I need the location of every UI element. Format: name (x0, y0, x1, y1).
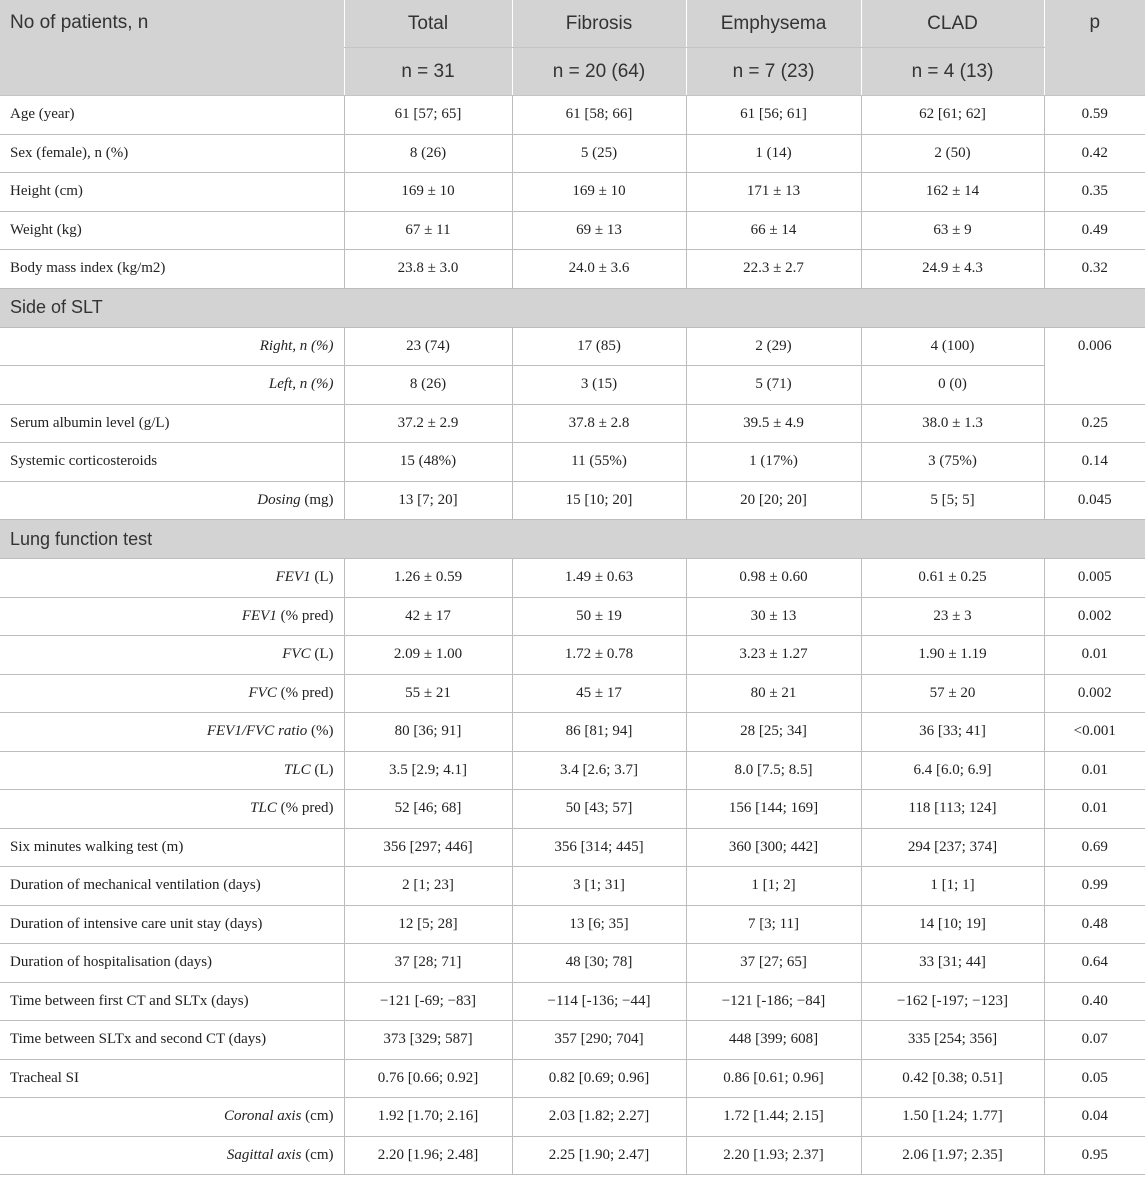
cell-fibrosis: 3 [1; 31] (512, 867, 686, 906)
cell-emphysema: 1 (17%) (686, 443, 861, 482)
table-header (0, 0, 1145, 96)
cell-p: 0.49 (1044, 211, 1145, 250)
header-row-label: No of patients, n (0, 0, 344, 96)
row-label: Time between first CT and SLTx (days) (0, 982, 344, 1021)
row-label-part: Coronal axis (224, 1108, 306, 1125)
header-row (0, 0, 1145, 48)
cell-clad: 6.4 [6.0; 6.9] (861, 751, 1044, 790)
table-row (0, 250, 1145, 289)
cell-total: 8 (26) (344, 366, 512, 405)
row-label-part: (L) (314, 761, 334, 778)
cell-emphysema: 37 [27; 65] (686, 944, 861, 983)
cell-fibrosis: 17 (85) (512, 327, 686, 366)
cell-total: 2.20 [1.96; 2.48] (344, 1136, 512, 1175)
cell-clad: 23 ± 3 (861, 597, 1044, 636)
table-row (0, 905, 1145, 944)
cell-emphysema: 28 [25; 34] (686, 713, 861, 752)
cell-emphysema: 3.23 ± 1.27 (686, 636, 861, 675)
row-label (0, 559, 344, 598)
header-p: p (1044, 0, 1145, 96)
row-label (0, 636, 344, 675)
cell-total: 61 [57; 65] (344, 96, 512, 135)
cell-total: 356 [297; 446] (344, 828, 512, 867)
table-row (0, 559, 1145, 598)
row-label-part: TLC (250, 800, 281, 817)
cell-fibrosis: 50 [43; 57] (512, 790, 686, 829)
cell-fibrosis: 61 [58; 66] (512, 96, 686, 135)
table-row (0, 790, 1145, 829)
cell-emphysema: 7 [3; 11] (686, 905, 861, 944)
cell-clad: 38.0 ± 1.3 (861, 404, 1044, 443)
cell-p: 0.69 (1044, 828, 1145, 867)
cell-clad: 1.50 [1.24; 1.77] (861, 1098, 1044, 1137)
cell-fibrosis: 5 (25) (512, 134, 686, 173)
cell-total: 1.26 ± 0.59 (344, 559, 512, 598)
cell-fibrosis: 50 ± 19 (512, 597, 686, 636)
cell-total: 42 ± 17 (344, 597, 512, 636)
cell-emphysema: 80 ± 21 (686, 674, 861, 713)
header-emphysema: Emphysema (686, 0, 861, 48)
cell-clad: 36 [33; 41] (861, 713, 1044, 752)
row-label-part: (cm) (305, 1108, 334, 1125)
row-label (0, 597, 344, 636)
row-label (0, 713, 344, 752)
table-row (0, 96, 1145, 135)
cell-p: 0.95 (1044, 1136, 1145, 1175)
row-label: Serum albumin level (g/L) (0, 404, 344, 443)
cell-emphysema: 30 ± 13 (686, 597, 861, 636)
cell-fibrosis: 15 [10; 20] (512, 481, 686, 520)
cell-p: 0.01 (1044, 636, 1145, 675)
section-row-lung (0, 520, 1145, 559)
row-label-part: n (299, 337, 308, 354)
cell-emphysema: 0.86 [0.61; 0.96] (686, 1059, 861, 1098)
cell-total: 37 [28; 71] (344, 944, 512, 983)
row-label-part: (L) (314, 646, 334, 663)
cell-p: 0.25 (1044, 404, 1145, 443)
cell-fibrosis: 3 (15) (512, 366, 686, 405)
cell-total: 1.92 [1.70; 2.16] (344, 1098, 512, 1137)
row-label (0, 751, 344, 790)
table-row (0, 211, 1145, 250)
table-row (0, 404, 1145, 443)
count-clad: n = 4 (13) (861, 48, 1044, 96)
row-label (0, 481, 344, 520)
cell-clad: 57 ± 20 (861, 674, 1044, 713)
cell-total: 15 (48%) (344, 443, 512, 482)
row-label-part: (cm) (305, 1146, 334, 1163)
row-label-part: Right, (259, 337, 300, 354)
cell-p: 0.01 (1044, 751, 1145, 790)
count-emphysema: n = 7 (23) (686, 48, 861, 96)
row-label-part: (%) (307, 376, 334, 393)
cell-emphysema: 156 [144; 169] (686, 790, 861, 829)
cell-total: 23 (74) (344, 327, 512, 366)
cell-clad: 14 [10; 19] (861, 905, 1044, 944)
cell-emphysema: 0.98 ± 0.60 (686, 559, 861, 598)
cell-fibrosis: 2.25 [1.90; 2.47] (512, 1136, 686, 1175)
row-label-part: Left, (268, 376, 300, 393)
header-clad: CLAD (861, 0, 1044, 48)
table-row (0, 982, 1145, 1021)
row-label (0, 366, 344, 405)
cell-fibrosis: 356 [314; 445] (512, 828, 686, 867)
cell-p: 0.002 (1044, 597, 1145, 636)
row-label-part: n (299, 376, 308, 393)
cell-fibrosis: 13 [6; 35] (512, 905, 686, 944)
row-label: Systemic corticosteroids (0, 443, 344, 482)
row-label: Weight (kg) (0, 211, 344, 250)
row-label-part: (%) (307, 337, 334, 354)
cell-total: 12 [5; 28] (344, 905, 512, 944)
table-row (0, 1098, 1145, 1137)
cell-p: 0.005 (1044, 559, 1145, 598)
table-row (0, 366, 1145, 405)
cell-emphysema: 448 [399; 608] (686, 1021, 861, 1060)
row-label (0, 674, 344, 713)
header-total: Total (344, 0, 512, 48)
cell-emphysema: 22.3 ± 2.7 (686, 250, 861, 289)
section-title: Side of SLT (0, 288, 1145, 327)
row-label: Body mass index (kg/m2) (0, 250, 344, 289)
cell-emphysema: 1 (14) (686, 134, 861, 173)
row-label-part: FEV1 (275, 569, 315, 586)
cell-fibrosis: 169 ± 10 (512, 173, 686, 212)
table-row (0, 867, 1145, 906)
cell-p: 0.35 (1044, 173, 1145, 212)
row-label-part: FVC (248, 684, 281, 701)
cell-emphysema: 2 (29) (686, 327, 861, 366)
row-label: Six minutes walking test (m) (0, 828, 344, 867)
cell-p: 0.59 (1044, 96, 1145, 135)
row-label-part: Dosing (257, 491, 305, 508)
row-label-part: FVC (282, 646, 315, 663)
table-row (0, 1136, 1145, 1175)
row-label (0, 1136, 344, 1175)
table-row (0, 327, 1145, 366)
row-label (0, 327, 344, 366)
cell-fibrosis: 357 [290; 704] (512, 1021, 686, 1060)
cell-emphysema: 20 [20; 20] (686, 481, 861, 520)
row-label (0, 790, 344, 829)
row-label-part: (%) (311, 723, 334, 740)
cell-p: 0.48 (1044, 905, 1145, 944)
cell-fibrosis: 45 ± 17 (512, 674, 686, 713)
row-label: Time between SLTx and second CT (days) (0, 1021, 344, 1060)
table-row (0, 481, 1145, 520)
cell-total: 67 ± 11 (344, 211, 512, 250)
table-row (0, 944, 1145, 983)
cell-clad: 63 ± 9 (861, 211, 1044, 250)
cell-clad: 1.90 ± 1.19 (861, 636, 1044, 675)
cell-clad: 2 (50) (861, 134, 1044, 173)
cell-fibrosis: 11 (55%) (512, 443, 686, 482)
cell-total: 0.76 [0.66; 0.92] (344, 1059, 512, 1098)
cell-emphysema: 1 [1; 2] (686, 867, 861, 906)
cell-total: −121 [-69; −83] (344, 982, 512, 1021)
cell-p: 0.42 (1044, 134, 1145, 173)
cell-p: <0.001 (1044, 713, 1145, 752)
row-label-part: FEV1 (241, 607, 281, 624)
row-label (0, 1098, 344, 1137)
cell-emphysema: 8.0 [7.5; 8.5] (686, 751, 861, 790)
table-row (0, 828, 1145, 867)
cell-fibrosis: 24.0 ± 3.6 (512, 250, 686, 289)
cell-p: 0.40 (1044, 982, 1145, 1021)
table-row (0, 1021, 1145, 1060)
cell-emphysema: 5 (71) (686, 366, 861, 405)
cell-fibrosis: 3.4 [2.6; 3.7] (512, 751, 686, 790)
row-label-part: (% pred) (280, 684, 334, 701)
table-row (0, 636, 1145, 675)
cell-p: 0.04 (1044, 1098, 1145, 1137)
section-row-side (0, 288, 1145, 327)
table-row (0, 173, 1145, 212)
row-label: Sex (female), n (%) (0, 134, 344, 173)
cell-clad: 3 (75%) (861, 443, 1044, 482)
cell-fibrosis: 48 [30; 78] (512, 944, 686, 983)
cell-clad: −162 [-197; −123] (861, 982, 1044, 1021)
cell-clad: 0 (0) (861, 366, 1044, 405)
cell-emphysema: 1.72 [1.44; 2.15] (686, 1098, 861, 1137)
cell-total: 2 [1; 23] (344, 867, 512, 906)
row-label: Height (cm) (0, 173, 344, 212)
cell-clad: 335 [254; 356] (861, 1021, 1044, 1060)
cell-emphysema: 360 [300; 442] (686, 828, 861, 867)
cell-p: 0.006 (1044, 327, 1145, 404)
row-label: Age (year) (0, 96, 344, 135)
row-label-part: FEV1/FVC ratio (206, 723, 311, 740)
row-label-part: (mg) (304, 491, 334, 508)
cell-p: 0.99 (1044, 867, 1145, 906)
cell-total: 169 ± 10 (344, 173, 512, 212)
cell-p: 0.05 (1044, 1059, 1145, 1098)
cell-emphysema: 39.5 ± 4.9 (686, 404, 861, 443)
row-label-part: (L) (314, 569, 334, 586)
cell-emphysema: 2.20 [1.93; 2.37] (686, 1136, 861, 1175)
cell-fibrosis: 69 ± 13 (512, 211, 686, 250)
cell-total: 3.5 [2.9; 4.1] (344, 751, 512, 790)
cell-p: 0.32 (1044, 250, 1145, 289)
header-fibrosis: Fibrosis (512, 0, 686, 48)
cell-emphysema: 171 ± 13 (686, 173, 861, 212)
cell-p: 0.002 (1044, 674, 1145, 713)
cell-total: 8 (26) (344, 134, 512, 173)
cell-p: 0.07 (1044, 1021, 1145, 1060)
cell-p: 0.01 (1044, 790, 1145, 829)
row-label-part: Sagittal axis (226, 1146, 306, 1163)
cell-emphysema: 66 ± 14 (686, 211, 861, 250)
cell-total: 2.09 ± 1.00 (344, 636, 512, 675)
table-row (0, 674, 1145, 713)
cell-fibrosis: 2.03 [1.82; 2.27] (512, 1098, 686, 1137)
row-label-part: (% pred) (280, 800, 334, 817)
cell-total: 23.8 ± 3.0 (344, 250, 512, 289)
cell-clad: 1 [1; 1] (861, 867, 1044, 906)
cell-clad: 118 [113; 124] (861, 790, 1044, 829)
cell-clad: 2.06 [1.97; 2.35] (861, 1136, 1044, 1175)
cell-clad: 0.61 ± 0.25 (861, 559, 1044, 598)
cell-clad: 62 [61; 62] (861, 96, 1044, 135)
cell-emphysema: −121 [-186; −84] (686, 982, 861, 1021)
cell-total: 13 [7; 20] (344, 481, 512, 520)
cell-fibrosis: 37.8 ± 2.8 (512, 404, 686, 443)
table-row (0, 1059, 1145, 1098)
row-label-part: (% pred) (280, 607, 334, 624)
cell-clad: 4 (100) (861, 327, 1044, 366)
cell-total: 52 [46; 68] (344, 790, 512, 829)
cell-p: 0.64 (1044, 944, 1145, 983)
cell-total: 55 ± 21 (344, 674, 512, 713)
cell-emphysema: 61 [56; 61] (686, 96, 861, 135)
count-total: n = 31 (344, 48, 512, 96)
row-label: Duration of mechanical ventilation (days) (0, 867, 344, 906)
table-row (0, 134, 1145, 173)
cell-clad: 162 ± 14 (861, 173, 1044, 212)
cell-fibrosis: −114 [-136; −44] (512, 982, 686, 1021)
table-row (0, 751, 1145, 790)
count-fibrosis: n = 20 (64) (512, 48, 686, 96)
row-label: Tracheal SI (0, 1059, 344, 1098)
cell-fibrosis: 0.82 [0.69; 0.96] (512, 1059, 686, 1098)
cell-clad: 0.42 [0.38; 0.51] (861, 1059, 1044, 1098)
cell-clad: 294 [237; 374] (861, 828, 1044, 867)
cell-p: 0.045 (1044, 481, 1145, 520)
cell-total: 80 [36; 91] (344, 713, 512, 752)
cell-clad: 33 [31; 44] (861, 944, 1044, 983)
cell-fibrosis: 86 [81; 94] (512, 713, 686, 752)
section-title: Lung function test (0, 520, 1145, 559)
cell-clad: 24.9 ± 4.3 (861, 250, 1044, 289)
table-row (0, 597, 1145, 636)
row-label: Duration of hospitalisation (days) (0, 944, 344, 983)
row-label: Duration of intensive care unit stay (days) (0, 905, 344, 944)
cell-fibrosis: 1.72 ± 0.78 (512, 636, 686, 675)
cell-total: 37.2 ± 2.9 (344, 404, 512, 443)
table-row (0, 713, 1145, 752)
row-label-part: TLC (283, 761, 315, 778)
cell-p: 0.14 (1044, 443, 1145, 482)
table-row (0, 443, 1145, 482)
cell-total: 373 [329; 587] (344, 1021, 512, 1060)
cell-clad: 5 [5; 5] (861, 481, 1044, 520)
cell-fibrosis: 1.49 ± 0.63 (512, 559, 686, 598)
